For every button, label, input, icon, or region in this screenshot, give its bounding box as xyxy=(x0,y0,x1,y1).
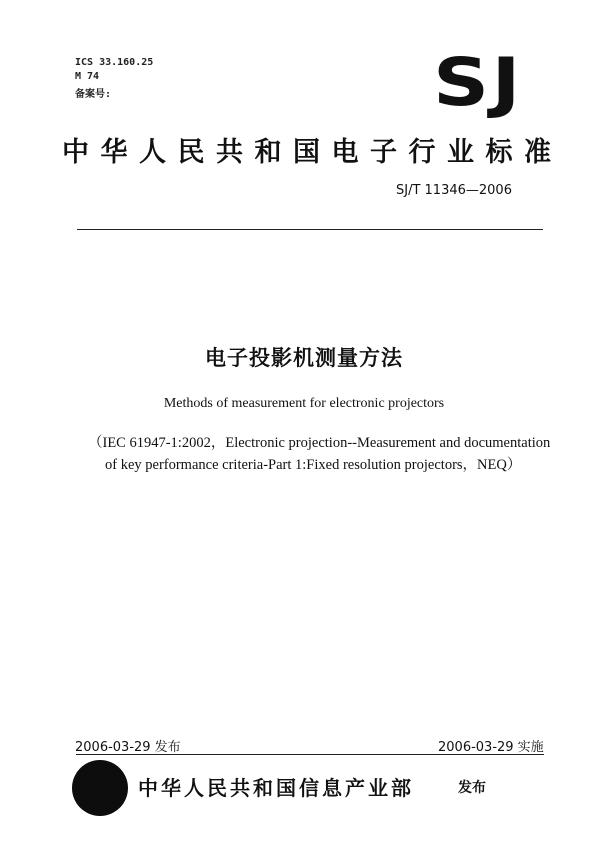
issue-date: 2006-03-29 发布 xyxy=(75,740,181,755)
publisher-suffix: 发布 xyxy=(458,780,486,796)
standard-type-title: 中华人民共和国电子行业标准 xyxy=(62,137,563,168)
sj-logo: SJ xyxy=(433,44,523,121)
implementation-date: 2006-03-29 实施 xyxy=(438,740,544,755)
top-divider xyxy=(77,229,543,230)
bottom-divider xyxy=(76,754,544,755)
reference-standard-line-2: of key performance criteria-Part 1:Fixed resolution projectors，NEQ） xyxy=(105,457,522,473)
ics-code: ICS 33.160.25 xyxy=(75,57,154,68)
document-title-chinese: 电子投影机测量方法 xyxy=(205,346,403,370)
document-title-english: Methods of measurement for electronic projectors xyxy=(163,396,445,411)
ministry-emblem-icon xyxy=(72,760,128,816)
reference-standard-line-1: （IEC 61947-1:2002，Electronic projection--Measurement and documentation xyxy=(88,435,551,451)
standard-number: SJ/T 11346—2006 xyxy=(396,183,512,198)
publisher-name: 中华人民共和国信息产业部 xyxy=(138,776,414,800)
category-code: M 74 xyxy=(75,71,100,82)
filing-number-label: 备案号: xyxy=(75,89,112,100)
